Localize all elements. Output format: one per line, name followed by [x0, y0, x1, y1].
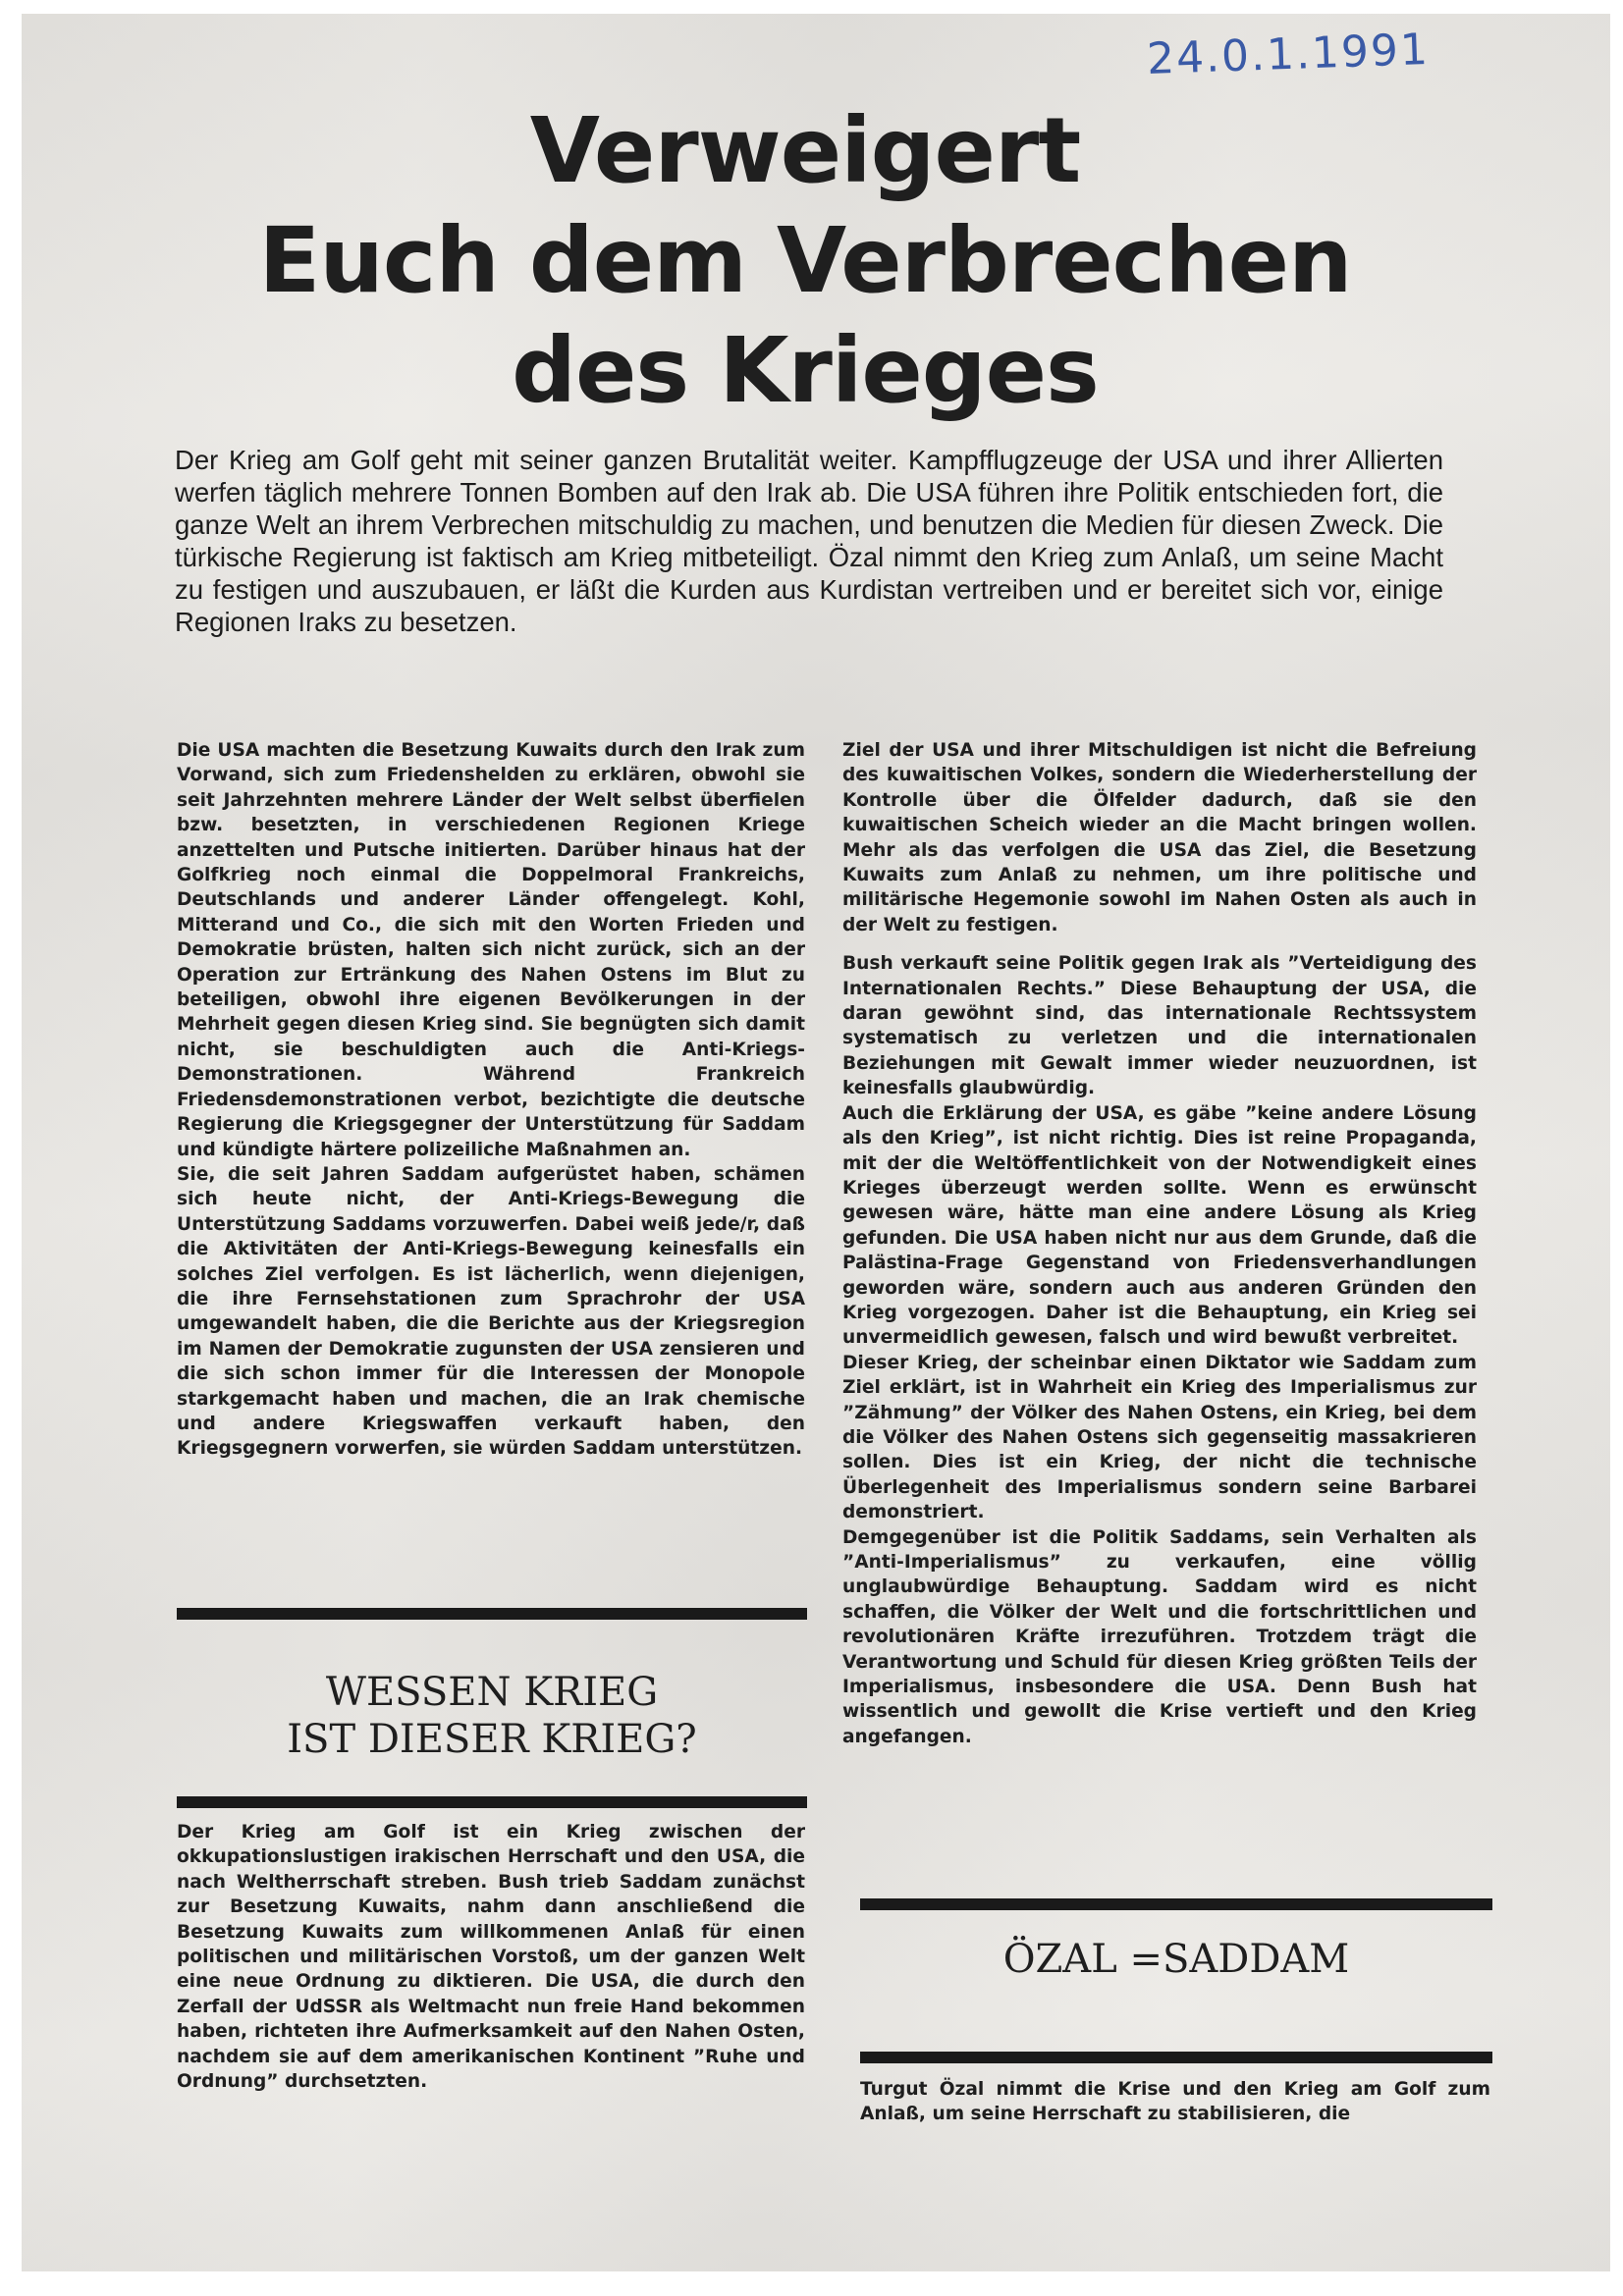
divider-bar-1 [177, 1608, 807, 1620]
handwritten-date: 24.0.1.1991 [1146, 24, 1431, 85]
left-column [177, 738, 805, 1462]
section-body-wessen-krieg: Der Krieg am Golf ist ein Krieg zwischen der okkupationslustigen irakischen Herrschaft und den USA, die nach Weltherrschaft streben. Bush trieb Saddam zunächst zur Besetzung Kuwaits, nahm dann anschließend die Besetzung Kuwaits zum willkommenen Anlaß für einen politischen und militärischen Vorstoß, um der ganzen Welt eine neue Ordnung zu diktieren. Die USA, die durch den Zerfall der UdSSR als Weltmacht nun freie Hand bekommen haben, richteten ihre Aufmerksamkeit auf den Nahen Osten, nachdem sie auf dem amerikanischen Kontinent ”Ruhe und Ordnung” durchsetzten. [177, 1822, 805, 2093]
headline-line-2: Euch dem Verbrechen [258, 208, 1352, 313]
right-paragraph-5: Demgegenüber ist die Politik Saddams, sein Verhalten als ”Anti-Imperialismus” zu verkaufen, eine völlig unglaubwürdige Behauptung. Saddam wird es nicht schaffen, die Völker der Welt und die fortschrittlichen und revolutionären Kräfte irrezuführen. Trotzdem trägt die Verantwortung und Schuld für diesen Krieg größten Teils der Imperialismus, insbesondere die USA. Denn Bush hat wissentlich und gewollt die Krise vertieft und den Krieg angefangen. [842, 1526, 1477, 1747]
section-heading-wessen-krieg [177, 1669, 807, 1763]
section-heading-line-1: WESSEN KRIEG [325, 1670, 659, 1715]
right-column [842, 738, 1477, 1749]
divider-bar-4 [860, 2052, 1492, 2063]
headline [167, 96, 1443, 426]
section-heading-line-2: IST DIESER KRIEG? [287, 1717, 697, 1762]
divider-bar-2 [177, 1796, 807, 1808]
headline-line-1: Verweigert [529, 98, 1081, 203]
intro-paragraph: Der Krieg am Golf geht mit seiner ganzen Brutalität weiter. Kampfflugzeuge der USA und ihrer Allierten werfen täglich mehrere Tonnen Bomben auf den Irak ab. Die USA führen ihre Politik entschieden fort, die ganze Welt an ihrem Verbrechen mitschuldig zu machen, und benutzen die Medien für diesen Zweck. Die türkische Regierung ist faktisch am Krieg mitbeteiligt. Özal nimmt den Krieg zum Anlaß, um seine Macht zu festigen und auszubauen, er läßt die Kurden aus Kurdistan vertreiben und er bereitet sich vor, einige Regionen Iraks zu besetzen. [175, 445, 1443, 637]
right-paragraph-1: Ziel der USA und ihrer Mitschuldigen ist nicht die Befreiung des kuwaitischen Volkes, sondern die Wiederherstellung der Kontrolle über die Ölfelder dadurch, daß sie den kuwaitischen Scheich wieder an die Macht bringen wollen. Mehr als das verfolgen die USA das Ziel, die Besetzung Kuwaits zum Anlaß zu nehmen, um ihre politische und militärische Hegemonie sowohl im Nahen Osten als auch in der Welt zu festigen. [842, 740, 1477, 935]
right-paragraph-4: Dieser Krieg, der scheinbar einen Diktator wie Saddam zum Ziel erklärt, ist in Wahrheit ein Krieg des Imperialismus zur ”Zähmung” der Völker des Nahen Ostens, ein Krieg, bei dem die Völker des Nahen Ostens sich gegenseitig massakrieren sollen. Dies ist ein Krieg, der nicht die technische Überlegenheit des Imperialismus sondern seine Barbarei demonstriert. [842, 1352, 1477, 1523]
left-paragraph-1: Die USA machten die Besetzung Kuwaits durch den Irak zum Vorwand, sich zum Friedenshelden zu erklären, obwohl sie seit Jahrzehnten mehrere Länder der Welt selbst überfielen bzw. besetzten, in verschiedenen Regionen Kriege anzettelten und Putsche initierten. Darüber hinaus hat der Golfkrieg noch einmal die Doppelmoral Frankreichs, Deutschlands und anderer Länder offengelegt. Kohl, Mitterand und Co., die sich mit den Worten Frieden und Demokratie brüsten, halten sich nicht zurück, sich an der Operation zur Ertränkung des Nahen Ostens im Blut zu beteiligen, obwohl ihre eigenen Bevölkerungen in der Mehrheit gegen diesen Krieg sind. Sie begnügten sich damit nicht, sie beschuldigten auch die Anti-Kriegs-Demonstrationen. Während Frankreich Friedensdemonstrationen verbot, bezichtigte die deutsche Regierung die Kriegsgegner der Unterstützung für Saddam und kündigte härtere polizeiliche Maßnahmen an. [177, 740, 805, 1160]
divider-bar-3 [860, 1898, 1492, 1910]
section-heading-oezal-saddam: ÖZAL =SADDAM [1002, 1937, 1350, 1982]
right-paragraph-3: Auch die Erklärung der USA, es gäbe ”keine andere Lösung als den Krieg”, ist nicht richtig. Dies ist reine Propaganda, mit der die Weltöffentlichkeit von der Notwendigkeit eines Krieges überzeugt werden sollte. Wenn es erwünscht gewesen wäre, hätte man eine andere Lösung als Krieg gefunden. Die USA haben nicht nur aus dem Grunde, daß die Palästina-Frage Gegenstand von Friedensverhandlungen geworden wäre, sondern auch aus anderen Gründen den Krieg vorgezogen. Daher ist die Behauptung, ein Krieg sei unvermeidlich gewesen, falsch und wird bewußt verbreitet. [842, 1102, 1477, 1349]
left-paragraph-2: Sie, die seit Jahren Saddam aufgerüstet haben, schämen sich heute nicht, der Anti-Kriegs-Bewegung die Unterstützung Saddams vorzuwerfen. Dabei weiß jede/r, daß die Aktivitäten der Anti-Kriegs-Bewegung keinesfalls ein solches Ziel verfolgen. Es ist lächerlich, wenn diejenigen, die ihre Fernsehstationen zum Sprachrohr der USA umgewandelt haben, die die Berichte aus der Kriegsregion im Namen der Demokratie zugunsten der USA zensieren und die sich schon immer für die Interessen der Monopole starkgemacht haben und machen, die an Irak chemische und andere Kriegswaffen verkauft haben, den Kriegsgegnern vorwerfen, sie würden Saddam unterstützen. [177, 1163, 805, 1460]
section-body-oezal-saddam: Turgut Özal nimmt die Krise und den Krieg am Golf zum Anlaß, um seine Herrschaft zu stabilisieren, die [860, 2079, 1490, 2125]
right-paragraph-2: Bush verkauft seine Politik gegen Irak als ”Verteidigung des Internationalen Rechts.” Diese Behauptung der USA, die daran gewöhnt sind, das internationale Rechtssystem systematisch zu verletzen und die internationalen Beziehungen mit Gewalt immer wieder neuzuordnen, ist keinesfalls glaubwürdig. [842, 953, 1477, 1099]
headline-line-3: des Krieges [512, 318, 1099, 423]
